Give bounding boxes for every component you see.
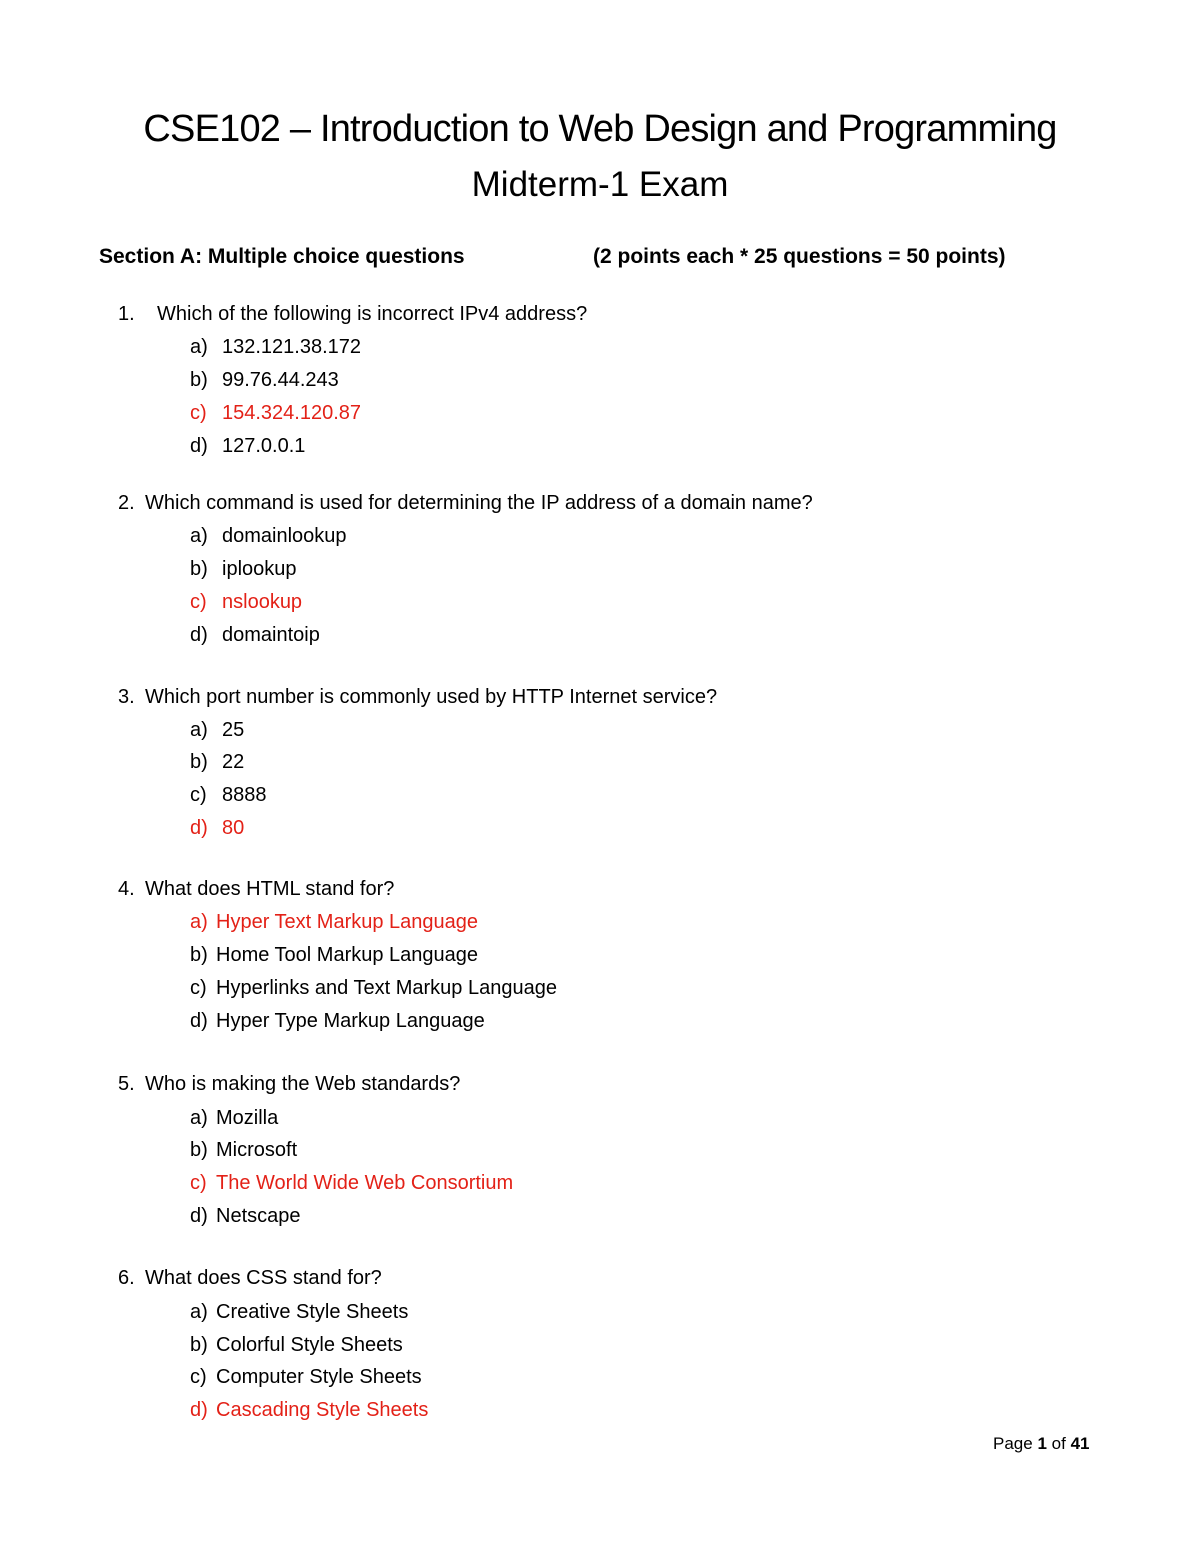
- option-6b: [190, 1331, 403, 1359]
- question-3: [118, 683, 717, 711]
- question-number: 6.: [118, 1267, 135, 1289]
- option-1c-correct: [190, 399, 361, 427]
- option-letter: b): [190, 1334, 208, 1356]
- option-letter: d): [190, 1205, 208, 1227]
- option-text: 127.0.0.1: [222, 435, 306, 457]
- option-4d: [190, 1007, 485, 1035]
- question-number: 5.: [118, 1073, 135, 1095]
- option-text: Hyperlinks and Text Markup Language: [216, 977, 557, 999]
- option-letter: a): [190, 719, 208, 741]
- option-4b: [190, 941, 478, 969]
- option-letter: c): [190, 591, 207, 613]
- of-label: of: [1051, 1434, 1066, 1453]
- option-2d: [190, 621, 320, 649]
- option-letter: a): [190, 911, 208, 933]
- option-text: Cascading Style Sheets: [216, 1399, 429, 1421]
- option-6d-correct: [190, 1396, 428, 1424]
- option-letter: d): [190, 435, 208, 457]
- page-footer: [993, 1432, 1089, 1456]
- option-text: domainlookup: [222, 525, 347, 547]
- question-4: [118, 875, 394, 903]
- option-letter: b): [190, 751, 208, 773]
- option-5d: [190, 1202, 301, 1230]
- option-letter: a): [190, 525, 208, 547]
- option-6a: [190, 1298, 408, 1326]
- option-letter: c): [190, 1366, 207, 1388]
- option-3b: [190, 748, 244, 776]
- option-letter: c): [190, 977, 207, 999]
- option-text: iplookup: [222, 558, 297, 580]
- option-text: 154.324.120.87: [222, 402, 362, 424]
- option-text: 22: [222, 751, 245, 773]
- option-letter: d): [190, 1010, 208, 1032]
- page-label: Page: [993, 1434, 1033, 1453]
- option-letter: c): [190, 784, 207, 806]
- total-pages: 41: [1070, 1434, 1090, 1453]
- question-text: Which port number is commonly used by HTTP Internet service?: [145, 686, 718, 708]
- document-subtitle: Midterm-1 Exam: [471, 165, 729, 204]
- option-text: 80: [222, 817, 245, 839]
- question-number: 2.: [118, 492, 135, 514]
- option-1d: [190, 432, 305, 460]
- question-6: [118, 1264, 382, 1292]
- option-letter: c): [190, 1172, 207, 1194]
- option-letter: b): [190, 558, 208, 580]
- option-text: 8888: [222, 784, 267, 806]
- option-text: The World Wide Web Consortium: [216, 1172, 514, 1194]
- option-letter: a): [190, 1301, 208, 1323]
- option-2c-correct: [190, 588, 302, 616]
- option-text: 99.76.44.243: [222, 369, 339, 391]
- question-text: Which command is used for determining the IP address of a domain name?: [145, 492, 813, 514]
- option-text: Hyper Type Markup Language: [216, 1010, 485, 1032]
- section-points: (2 points each * 25 questions = 50 points): [593, 245, 1006, 268]
- question-text: What does HTML stand for?: [145, 878, 395, 900]
- option-text: Microsoft: [216, 1139, 298, 1161]
- section-heading: Section A: Multiple choice questions: [99, 245, 465, 268]
- option-text: Hyper Text Markup Language: [216, 911, 479, 933]
- option-2a: [190, 522, 347, 550]
- option-5a: [190, 1104, 278, 1132]
- option-letter: b): [190, 369, 208, 391]
- option-letter: b): [190, 944, 208, 966]
- option-text: Computer Style Sheets: [216, 1366, 422, 1388]
- option-1b: [190, 366, 339, 394]
- question-number: 1.: [118, 303, 135, 325]
- document-title: CSE102 – Introduction to Web Design and Programming: [143, 108, 1057, 150]
- question-number: 4.: [118, 878, 135, 900]
- option-1a: [190, 333, 361, 361]
- option-letter: d): [190, 817, 208, 839]
- option-3c: [190, 781, 267, 809]
- page-number: 1: [1037, 1434, 1047, 1453]
- option-3d-correct: [190, 814, 244, 842]
- option-text: 132.121.38.172: [222, 336, 362, 358]
- option-text: 25: [222, 719, 245, 741]
- option-letter: b): [190, 1139, 208, 1161]
- option-4c: [190, 974, 557, 1002]
- option-letter: c): [190, 402, 207, 424]
- option-letter: d): [190, 624, 208, 646]
- option-text: domaintoip: [222, 624, 320, 646]
- option-6c: [190, 1363, 422, 1391]
- option-text: Creative Style Sheets: [216, 1301, 409, 1323]
- option-text: Home Tool Markup Language: [216, 944, 479, 966]
- option-2b: [190, 555, 297, 583]
- question-number: 3.: [118, 686, 135, 708]
- question-2: [118, 489, 813, 517]
- option-5b: [190, 1136, 297, 1164]
- option-letter: a): [190, 1107, 208, 1129]
- question-1: [118, 300, 587, 328]
- question-5: [118, 1070, 460, 1098]
- option-text: Netscape: [216, 1205, 301, 1227]
- question-text: Who is making the Web standards?: [145, 1073, 461, 1095]
- option-text: Mozilla: [216, 1107, 279, 1129]
- option-letter: a): [190, 336, 208, 358]
- option-letter: d): [190, 1399, 208, 1421]
- question-text: Which of the following is incorrect IPv4 address?: [157, 303, 588, 325]
- option-text: nslookup: [222, 591, 303, 613]
- question-text: What does CSS stand for?: [145, 1267, 382, 1289]
- option-4a-correct: [190, 908, 478, 936]
- option-3a: [190, 716, 244, 744]
- option-5c-correct: [190, 1169, 513, 1197]
- option-text: Colorful Style Sheets: [216, 1334, 403, 1356]
